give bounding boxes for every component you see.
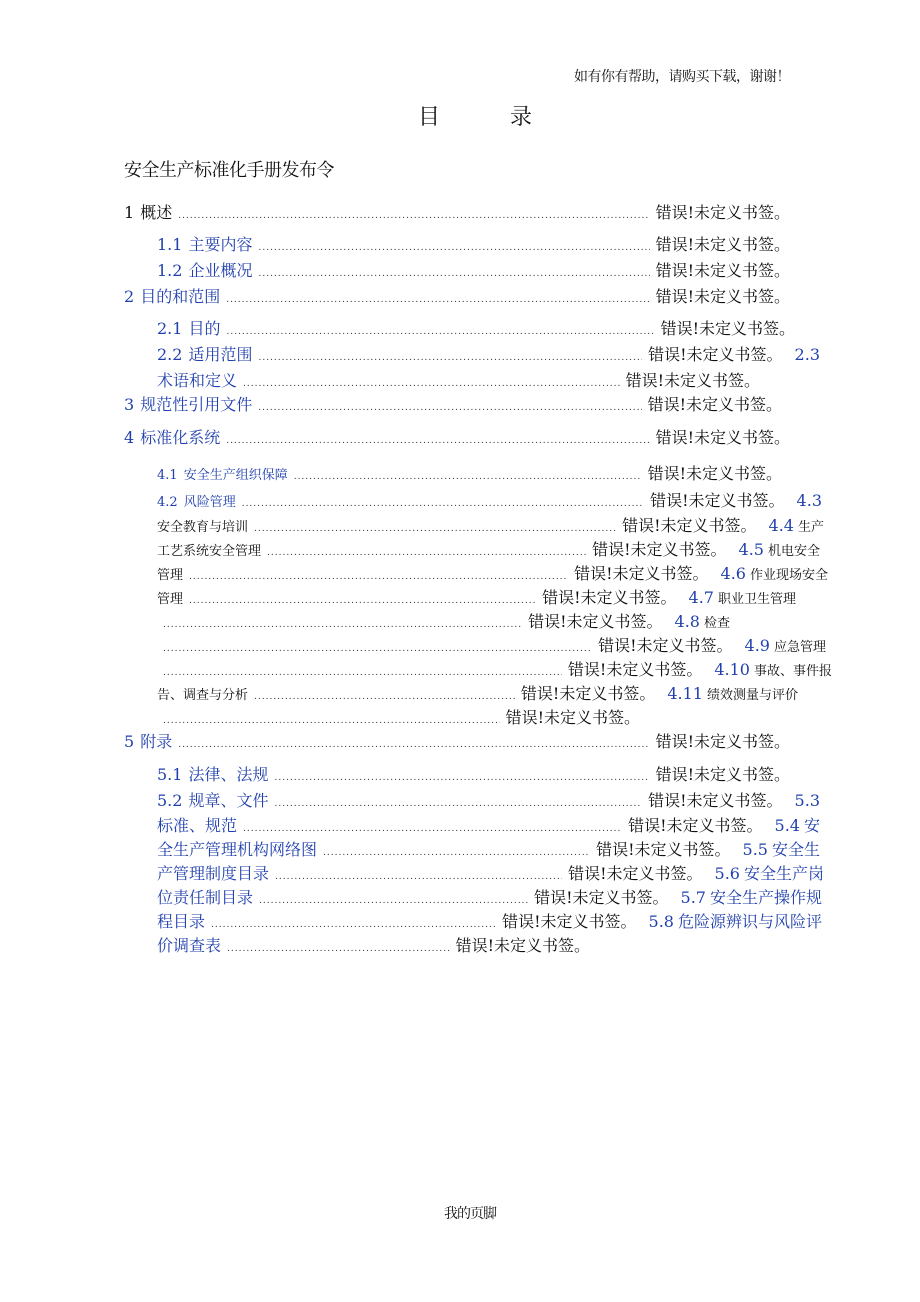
toc-page-ref: 错误!未定义书签。 — [655, 235, 790, 254]
toc-entry-label[interactable] — [157, 342, 252, 364]
toc-entry[interactable] — [157, 681, 798, 703]
toc-page-ref: 错误!未定义书签。 — [648, 345, 783, 364]
toc-entry-label[interactable] — [157, 909, 205, 931]
toc-page-ref: 错误!未定义书签。 — [574, 564, 709, 583]
toc-page-ref: 错误!未定义书签。 — [648, 791, 783, 810]
toc-page-ref: 错误!未定义书签。 — [592, 540, 727, 559]
toc-leader-dots — [242, 499, 644, 509]
toc-leader-dots — [211, 920, 496, 930]
toc-entry-label[interactable] — [157, 516, 248, 535]
toc-leader-dots — [226, 295, 649, 305]
toc-entry[interactable] — [157, 933, 590, 955]
toc-entry-label[interactable] — [157, 464, 288, 483]
toc-entry-text: 规章、文件 — [188, 791, 269, 810]
toc-next-entry-text: 生产 — [797, 520, 824, 535]
toc-next-entry-number: 4.6 — [720, 564, 746, 583]
toc-entry[interactable] — [157, 537, 820, 559]
toc-next-entry-number: 5.3 — [794, 791, 820, 810]
toc-entry[interactable] — [157, 461, 782, 483]
toc-entry[interactable] — [124, 200, 790, 222]
toc-entry-number: 2.1 — [157, 319, 183, 338]
toc-leader-dots — [227, 944, 450, 954]
toc-entry[interactable] — [124, 729, 790, 751]
toc-entry-number: 4 — [124, 428, 135, 447]
toc-entry[interactable] — [157, 342, 824, 364]
toc-next-entry[interactable] — [795, 345, 824, 364]
toc-next-entry-number: 4.8 — [674, 612, 700, 631]
toc-entry-label[interactable] — [124, 200, 172, 222]
toc-entry-label[interactable] — [157, 861, 269, 883]
toc-next-entry[interactable] — [721, 564, 828, 583]
toc-page-ref: 错误!未定义书签。 — [567, 660, 703, 679]
toc-page-ref: 错误!未定义书签。 — [628, 816, 763, 835]
toc-entry-text: 企业概况 — [188, 261, 253, 280]
toc-leader-dots — [189, 572, 568, 582]
toc-leader-dots — [258, 243, 649, 253]
toc-leader-dots — [243, 379, 620, 389]
toc-next-entry[interactable] — [739, 540, 820, 559]
toc-entry[interactable] — [157, 909, 822, 931]
toc-next-entry[interactable] — [769, 516, 824, 535]
toc-leader-dots — [274, 773, 649, 783]
toc-leader-dots — [226, 327, 654, 337]
toc-leader-dots — [226, 436, 649, 446]
toc-entry-text: 主要内容 — [188, 235, 253, 254]
toc-entry-text: 标准、规范 — [157, 816, 238, 835]
toc-page-ref: 错误!未定义书签。 — [568, 864, 703, 883]
toc-entry-label[interactable] — [157, 491, 236, 510]
header-note: 如有你有帮助，请购买下载，谢谢！ — [574, 69, 790, 85]
toc-next-entry[interactable] — [714, 660, 832, 679]
toc-entry-text: 价调查表 — [157, 936, 222, 955]
toc-page-ref: 错误!未定义书签。 — [655, 203, 790, 222]
toc-entry-text: 适用范围 — [188, 345, 253, 364]
toc-entry[interactable] — [157, 657, 832, 679]
toc-page-ref: 错误!未定义书签。 — [655, 732, 790, 751]
toc-entry-label[interactable] — [124, 729, 172, 751]
toc-next-entry[interactable] — [675, 612, 730, 631]
toc-entry-text: 风险管理 — [183, 495, 236, 510]
toc-leader-dots — [178, 740, 649, 750]
toc-entry-text: 全生产管理机构网络图 — [157, 840, 318, 859]
toc-entry-text: 安全教育与培训 — [157, 520, 249, 535]
toc-entry-label[interactable] — [157, 684, 248, 703]
toc-entry-number: 1.2 — [157, 261, 183, 280]
toc-entry-number: 2 — [124, 287, 135, 306]
toc-entry-number: 5.1 — [157, 765, 183, 784]
toc-page-ref: 错误!未定义书签。 — [542, 588, 677, 607]
toc-leader-dots — [258, 353, 642, 363]
toc-entry-text: 术语和定义 — [157, 371, 238, 390]
toc-entry-text: 概述 — [140, 203, 173, 222]
toc-next-entry-number: 4.3 — [796, 491, 822, 510]
toc-entry-number: 4.1 — [157, 468, 178, 483]
toc-entry[interactable] — [157, 609, 730, 631]
toc-page-ref: 错误!未定义书签。 — [455, 936, 590, 955]
toc-page-ref: 错误!未定义书签。 — [655, 428, 790, 447]
toc-leader-dots — [274, 799, 642, 809]
toc-page-ref: 错误!未定义书签。 — [520, 684, 656, 703]
toc-leader-dots — [254, 524, 616, 534]
toc-next-entry-text: 事故、事件报 — [753, 664, 832, 679]
toc-next-entry[interactable] — [715, 861, 824, 883]
toc-page-ref: 错误!未定义书签。 — [660, 319, 795, 338]
toc-entry-number: 1.1 — [157, 235, 183, 254]
toc-page-ref: 错误!未定义书签。 — [622, 516, 757, 535]
toc-next-entry-text: 职业卫生管理 — [717, 592, 796, 607]
page-footer: 我的页脚 — [444, 1206, 496, 1222]
toc-page-ref: 错误!未定义书签。 — [534, 888, 669, 907]
toc-next-entry[interactable] — [743, 837, 820, 859]
toc-entry-text: 告、调查与分析 — [157, 688, 249, 703]
toc-page-ref: 错误!未定义书签。 — [596, 840, 731, 859]
toc-entry-label[interactable] — [157, 316, 220, 338]
toc-entry[interactable] — [157, 368, 760, 390]
preface-entry[interactable]: 安全生产标准化手册发布令 — [124, 160, 334, 181]
toc-next-entry-number: 4.7 — [688, 588, 714, 607]
toc-entry-text: 安全生产组织保障 — [183, 468, 288, 483]
toc-entry[interactable] — [157, 561, 828, 583]
toc-entry[interactable] — [157, 885, 822, 907]
toc-leader-dots — [258, 269, 649, 279]
toc-entry[interactable] — [157, 258, 790, 280]
toc-leader-dots — [163, 716, 500, 726]
toc-entry-text: 规范性引用文件 — [140, 395, 253, 414]
toc-leader-dots — [189, 596, 536, 606]
toc-next-entry-number: 4.5 — [738, 540, 764, 559]
toc-page-ref: 错误!未定义书签。 — [625, 371, 760, 390]
toc-entry[interactable] — [157, 316, 795, 338]
toc-entry-label[interactable] — [124, 425, 220, 447]
toc-next-entry-text: 安全生产操作规 — [709, 888, 822, 907]
toc-page-ref: 错误!未定义书签。 — [647, 395, 782, 414]
toc-entry[interactable] — [157, 232, 790, 254]
toc-entry-number: 5 — [124, 732, 135, 751]
toc-entry[interactable] — [157, 705, 640, 727]
toc-page-ref: 错误!未定义书签。 — [655, 765, 790, 784]
toc-entry[interactable] — [157, 513, 824, 535]
toc-entry[interactable] — [157, 585, 796, 607]
toc-entry-text: 标准化系统 — [140, 428, 221, 447]
toc-page-ref: 错误!未定义书签。 — [502, 912, 637, 931]
toc-next-entry-number: 4.11 — [667, 684, 703, 703]
toc-entry-label[interactable] — [157, 540, 261, 559]
toc-entry-label[interactable] — [124, 284, 220, 306]
toc-entry-text: 工艺系统安全管理 — [157, 544, 262, 559]
toc-entry[interactable] — [157, 488, 826, 510]
toc-entry[interactable] — [157, 813, 820, 835]
toc-leader-dots — [254, 692, 515, 702]
toc-next-entry-number: 5.6 — [714, 864, 740, 883]
toc-entry-label[interactable] — [157, 813, 237, 835]
toc-entry-label[interactable] — [157, 837, 317, 859]
toc-entry-label[interactable] — [157, 933, 221, 955]
toc-entry-text: 管理 — [157, 568, 184, 583]
toc-entry[interactable] — [124, 284, 790, 306]
toc-page-ref: 错误!未定义书签。 — [647, 464, 782, 483]
toc-next-entry-text: 作业现场安全 — [749, 568, 828, 583]
toc-leader-dots — [258, 403, 641, 413]
toc-next-entry-number: 5.5 — [742, 840, 768, 859]
toc-entry-label[interactable] — [157, 368, 237, 390]
toc-entry-label[interactable] — [157, 885, 253, 907]
toc-leader-dots — [275, 872, 562, 882]
toc-page-ref: 错误!未定义书签。 — [650, 491, 785, 510]
toc-next-entry-text: 危险源辨识与风险评 — [677, 912, 822, 931]
toc-next-entry[interactable] — [667, 684, 798, 703]
toc-leader-dots — [163, 668, 562, 678]
toc-entry-label[interactable] — [157, 762, 268, 784]
toc-entry-label[interactable] — [157, 564, 183, 583]
toc-entry[interactable] — [157, 788, 824, 810]
toc-next-entry[interactable] — [795, 791, 824, 810]
toc-entry-text: 目的 — [188, 319, 221, 338]
toc-entry[interactable] — [124, 392, 782, 414]
toc-next-entry-number: 5.4 — [774, 816, 800, 835]
toc-next-entry-text: 机电安全 — [767, 544, 820, 559]
toc-entry-number: 1 — [124, 203, 135, 222]
toc-next-entry-number: 5.7 — [680, 888, 706, 907]
toc-entry-label[interactable] — [157, 788, 268, 810]
toc-page-ref: 错误!未定义书签。 — [528, 612, 663, 631]
toc-entry[interactable] — [157, 837, 820, 859]
toc-next-entry-text: 安全生 — [771, 840, 820, 859]
toc-next-entry-text: 检查 — [703, 616, 730, 631]
toc-page-ref: 错误!未定义书签。 — [505, 708, 640, 727]
toc-page-ref: 错误!未定义书签。 — [598, 636, 733, 655]
toc-entry[interactable] — [124, 425, 790, 447]
toc-next-entry-number: 5.8 — [648, 912, 674, 931]
toc-next-entry-text: 绩效测量与评价 — [706, 688, 798, 703]
toc-leader-dots — [294, 472, 642, 482]
toc-entry-number: 3 — [124, 395, 135, 414]
toc-entry-text: 位责任制目录 — [157, 888, 254, 907]
toc-next-entry-text: 安 — [803, 816, 820, 835]
toc-leader-dots — [178, 211, 649, 221]
toc-entry-label[interactable] — [124, 392, 252, 414]
toc-next-entry[interactable] — [775, 813, 820, 835]
toc-entry-text: 程目录 — [157, 912, 206, 931]
toc-next-entry[interactable] — [681, 885, 822, 907]
toc-page-ref: 错误!未定义书签。 — [655, 287, 790, 306]
toc-entry-label[interactable] — [157, 232, 252, 254]
toc-entry-label[interactable] — [157, 588, 183, 607]
toc-entry-text: 管理 — [157, 592, 184, 607]
toc-next-entry-number: 2.3 — [794, 345, 820, 364]
toc-next-entry-text: 安全生产岗 — [743, 864, 824, 883]
toc-leader-dots — [259, 896, 528, 906]
toc-next-entry-number: 4.9 — [744, 636, 770, 655]
toc-entry[interactable] — [157, 762, 790, 784]
toc-next-entry[interactable] — [797, 491, 826, 510]
toc-entry-number: 2.2 — [157, 345, 183, 364]
toc-entry-number: 4.2 — [157, 495, 178, 510]
toc-entry-text: 附录 — [140, 732, 173, 751]
toc-next-entry[interactable] — [689, 588, 796, 607]
toc-entry-text: 法律、法规 — [188, 765, 269, 784]
toc-leader-dots — [163, 644, 592, 654]
toc-next-entry[interactable] — [745, 636, 826, 655]
toc-next-entry[interactable] — [649, 909, 822, 931]
toc-next-entry-text: 应急管理 — [773, 640, 826, 655]
toc-entry-label[interactable] — [157, 258, 252, 280]
toc-entry-text: 目的和范围 — [140, 287, 221, 306]
page-title: 目录 — [418, 105, 603, 130]
toc-entry[interactable] — [157, 633, 826, 655]
toc-leader-dots — [163, 620, 522, 630]
toc-next-entry-number: 4.10 — [714, 660, 750, 679]
toc-page-ref: 错误!未定义书签。 — [655, 261, 790, 280]
toc-entry-number: 5.2 — [157, 791, 183, 810]
toc-entry[interactable] — [157, 861, 824, 883]
toc-leader-dots — [243, 824, 622, 834]
toc-next-entry-number: 4.4 — [768, 516, 794, 535]
toc-leader-dots — [267, 548, 586, 558]
toc-leader-dots — [323, 848, 590, 858]
toc-entry-text: 产管理制度目录 — [157, 864, 270, 883]
